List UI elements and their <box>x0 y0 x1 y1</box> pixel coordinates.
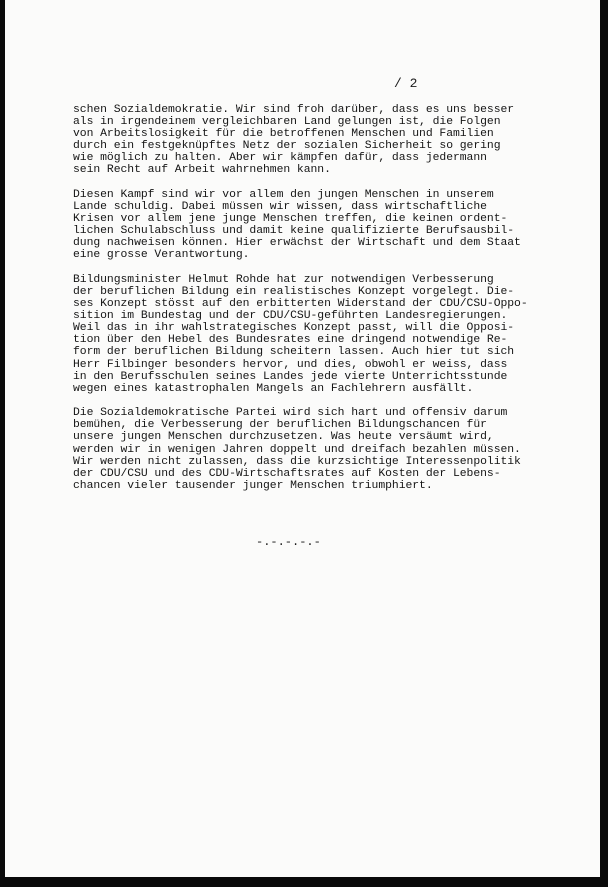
text-line: in den Berufsschulen seines Landes jede vierte Unterrichtsstunde <box>73 370 508 383</box>
text-line: der beruflichen Bildung ein realistisches Konzept vorgelegt. Die- <box>73 286 515 298</box>
text-line: unsere jungen Menschen durchzusetzen. Was heute versäumt wird, <box>73 431 494 444</box>
text-line: als in irgendeinem vergleichbaren Land gelungen ist, die Folgen <box>73 116 501 129</box>
text-line: dung nachweisen können. Hier erwächst der Wirtschaft und dem Staat <box>73 237 521 250</box>
paragraph <box>73 189 563 262</box>
text-line: Krisen vor allem jene junge Menschen treffen, die keinen ordent- <box>73 213 508 226</box>
text-line: sition im Bundestag und der CDU/CSU-geführten Landesregierungen. <box>73 310 508 323</box>
text-line: wegen eines katastrophalen Mangels an Fachlehrern ausfällt. <box>73 382 474 395</box>
text-line: von Arbeitslosigkeit für die betroffenen Menschen und Familien <box>73 128 494 141</box>
text-line: schen Sozialdemokratie. Wir sind froh darüber, dass es uns besser <box>73 104 515 116</box>
text-line: durch ein festgeknüpftes Netz der sozialen Sicherheit so gering <box>73 140 501 153</box>
page-number: / 2 <box>394 76 418 91</box>
paragraph <box>73 274 563 395</box>
text-line: eine grosse Verantwortung. <box>73 249 250 262</box>
text-line: form der beruflichen Bildung scheitern lassen. Auch hier tut sich <box>73 346 515 359</box>
text-line: werden wir in wenigen Jahren doppelt und dreifach bezahlen müssen. <box>73 443 521 456</box>
scan-border-bottom <box>0 877 608 887</box>
text-line: Diesen Kampf sind wir vor allem den jungen Menschen in unserem <box>73 188 494 201</box>
text-line: Weil das in ihr wahlstrategisches Konzept passt, will die Opposi- <box>73 322 515 335</box>
text-line: der CDU/CSU und des CDU-Wirtschaftsrates auf Kosten der Lebens- <box>73 467 501 480</box>
text-line: chancen vieler tausender junger Menschen triumphiert. <box>73 479 433 492</box>
text-line: Wir werden nicht zulassen, dass die kurzsichtige Interessenpolitik <box>73 455 521 468</box>
scan-border-right <box>600 0 608 887</box>
text-line: Herr Filbinger besonders hervor, und dies, obwohl er weiss, dass <box>73 358 508 371</box>
document-body <box>73 104 563 504</box>
text-line: wie möglich zu halten. Aber wir kämpfen dafür, dass jedermann <box>73 152 487 165</box>
text-line: Die Sozialdemokratische Partei wird sich hart und offensiv darum <box>73 407 508 420</box>
text-line: tion über den Hebel des Bundesrates eine dringend notwendige Re- <box>73 334 508 347</box>
text-line: sein Recht auf Arbeit wahrnehmen kann. <box>73 164 331 177</box>
text-line: Bildungsminister Helmut Rohde hat zur notwendigen Verbesserung <box>73 273 494 286</box>
paragraph <box>73 104 563 177</box>
end-mark: -.-.-.-.- <box>256 535 321 549</box>
text-line: Lande schuldig. Dabei müssen wir wissen, dass wirtschaftliche <box>73 201 487 214</box>
paragraph <box>73 407 563 492</box>
text-line: bemühen, die Verbesserung der beruflichen Bildungschancen für <box>73 419 487 432</box>
scan-border-left <box>0 0 5 887</box>
text-line: ses Konzept stösst auf den erbitterten Widerstand der CDU/CSU-Oppo- <box>73 298 528 311</box>
text-line: lichen Schulabschluss und damit keine qualifizierte Berufsausbil- <box>73 225 515 238</box>
